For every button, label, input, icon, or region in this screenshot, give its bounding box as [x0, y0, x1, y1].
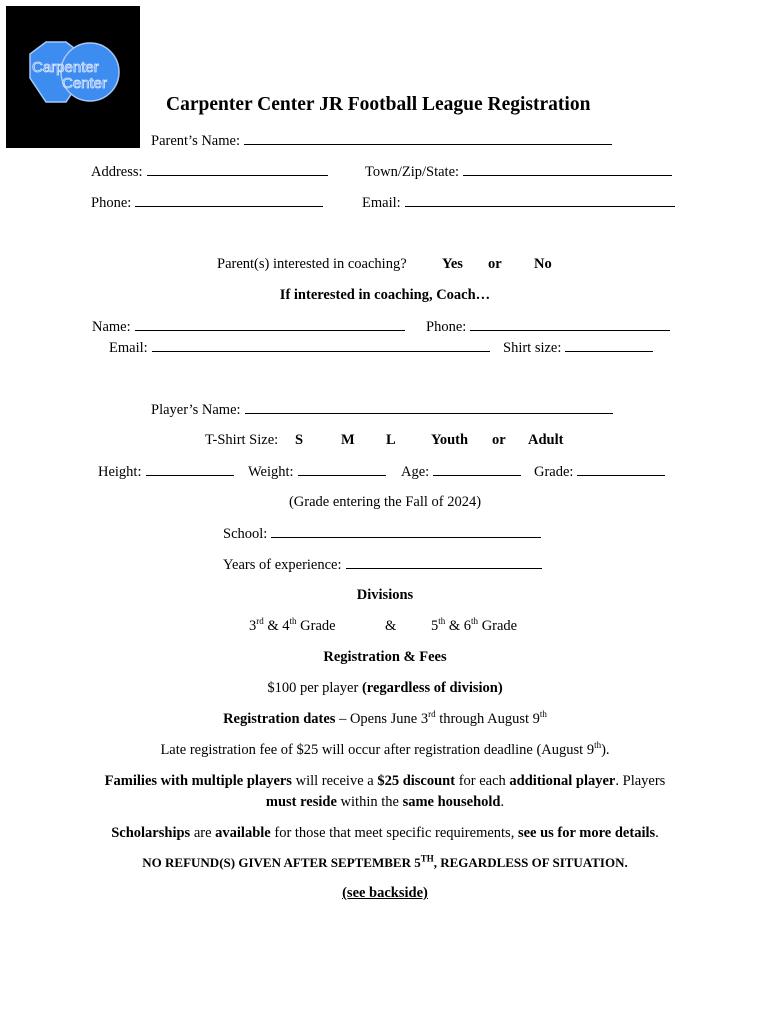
- parent-email-field[interactable]: [405, 194, 675, 207]
- grade-label: Grade:: [534, 464, 574, 480]
- experience-field[interactable]: [346, 556, 542, 569]
- parent-phone-field[interactable]: [135, 194, 323, 207]
- parent-email-row: [362, 194, 675, 212]
- town-row: [365, 163, 672, 181]
- town-label: Town/Zip/State:: [365, 164, 460, 180]
- division-3-4: [249, 618, 336, 635]
- family-text: within the: [336, 794, 403, 810]
- coach-shirt-field[interactable]: [565, 339, 653, 352]
- coaching-yes-option[interactable]: Yes: [442, 256, 463, 272]
- superscript: th: [471, 616, 479, 627]
- experience-row: [223, 556, 542, 574]
- size-option-s[interactable]: S: [295, 432, 304, 448]
- division-text: & 4: [263, 618, 290, 634]
- coaching-no-option[interactable]: No: [534, 256, 552, 272]
- superscript: TH: [420, 853, 434, 864]
- coach-name-label: Name:: [92, 319, 131, 335]
- superscript: rd: [256, 616, 264, 627]
- scholarships-line: [0, 825, 770, 842]
- coach-name-field[interactable]: [135, 318, 405, 331]
- grade-row: [534, 463, 665, 481]
- division-text: Grade: [478, 618, 518, 634]
- family-text: . Players: [615, 773, 666, 789]
- late-fee-text: ).: [601, 742, 610, 758]
- weight-field[interactable]: [298, 463, 386, 476]
- address-label: Address:: [91, 164, 143, 180]
- tshirt-label: T-Shirt Size:: [205, 432, 279, 448]
- page-title: Carpenter Center JR Football League Registration: [166, 94, 591, 115]
- address-row: [91, 163, 328, 181]
- experience-label: Years of experience:: [223, 557, 342, 573]
- family-text: for each: [455, 773, 510, 789]
- player-name-row: [151, 401, 613, 419]
- parent-name-label: Parent’s Name:: [151, 133, 240, 149]
- parent-phone-row: [91, 194, 323, 212]
- parent-phone-label: Phone:: [91, 195, 132, 211]
- family-text: additional player: [509, 773, 616, 789]
- family-text: .: [500, 794, 505, 810]
- school-field[interactable]: [271, 525, 541, 538]
- school-label: School:: [223, 526, 268, 542]
- height-row: [98, 463, 234, 481]
- refund-text: , REGARDLESS OF SITUATION.: [433, 855, 628, 870]
- division-text: & 6: [445, 618, 472, 634]
- coaching-question: Parent(s) interested in coaching?: [217, 256, 407, 272]
- coaching-heading: If interested in coaching, Coach…: [279, 287, 491, 303]
- parent-name-field[interactable]: [244, 132, 612, 145]
- logo: [6, 6, 140, 148]
- coach-email-row: [109, 339, 490, 357]
- coach-shirt-label: Shirt size:: [503, 340, 562, 356]
- scholarship-text: are: [190, 825, 216, 841]
- age-row: [401, 463, 521, 481]
- logo-text-line2: Center: [62, 75, 108, 92]
- coach-phone-row: [426, 318, 670, 336]
- grade-field[interactable]: [577, 463, 665, 476]
- family-discount-line1: [0, 773, 770, 790]
- player-name-label: Player’s Name:: [151, 402, 241, 418]
- address-field[interactable]: [147, 163, 328, 176]
- scholarship-text: available: [215, 825, 271, 841]
- coach-phone-label: Phone:: [426, 319, 467, 335]
- superscript: th: [289, 616, 297, 627]
- coach-email-field[interactable]: [152, 339, 490, 352]
- weight-row: [248, 463, 386, 481]
- scholarship-text: Scholarships: [111, 825, 191, 841]
- late-fee-line: [0, 742, 770, 759]
- family-text: must reside: [265, 794, 337, 810]
- price-note: (regardless of division): [361, 680, 503, 696]
- registration-dates: [0, 711, 770, 728]
- size-option-m[interactable]: M: [341, 432, 355, 448]
- dates-label: Registration dates: [223, 711, 336, 727]
- see-backside-note: (see backside): [342, 885, 428, 901]
- superscript: rd: [428, 709, 436, 720]
- coach-name-row: [92, 318, 405, 336]
- family-text: same household: [402, 794, 501, 810]
- coaching-question-row: [217, 256, 407, 273]
- size-or: or: [492, 432, 506, 448]
- coaching-or: or: [488, 256, 502, 272]
- scholarship-text: .: [655, 825, 659, 841]
- player-name-field[interactable]: [245, 401, 613, 414]
- size-option-adult[interactable]: Adult: [528, 432, 564, 448]
- scholarship-text: see us for more details: [517, 825, 656, 841]
- size-option-youth[interactable]: Youth: [431, 432, 469, 448]
- division-5-6: [431, 618, 517, 635]
- late-fee-text: Late registration fee of $25 will occur after registration deadline (August 9: [160, 742, 595, 758]
- height-field[interactable]: [146, 463, 234, 476]
- logo-graphic: [6, 6, 140, 148]
- parent-email-label: Email:: [362, 195, 401, 211]
- grade-note: (Grade entering the Fall of 2024): [288, 494, 482, 510]
- price-line: [0, 680, 770, 697]
- superscript: th: [594, 740, 602, 751]
- division-ampersand: &: [385, 618, 397, 634]
- superscript: th: [539, 709, 547, 720]
- dates-text: – Opens June 3: [335, 711, 429, 727]
- dates-text: through August 9: [435, 711, 540, 727]
- superscript: th: [438, 616, 446, 627]
- division-text: 3: [249, 618, 257, 634]
- age-field[interactable]: [433, 463, 521, 476]
- school-row: [223, 525, 541, 543]
- coach-email-label: Email:: [109, 340, 148, 356]
- family-text: will receive a: [291, 773, 378, 789]
- division-text: 5: [431, 618, 439, 634]
- division-text: Grade: [296, 618, 336, 634]
- age-label: Age:: [401, 464, 430, 480]
- fees-heading: Registration & Fees: [323, 649, 447, 665]
- price-text: $100 per player: [267, 680, 362, 696]
- coach-shirt-row: [503, 339, 653, 357]
- size-option-l[interactable]: L: [386, 432, 396, 448]
- height-label: Height:: [98, 464, 142, 480]
- refund-notice: [0, 855, 770, 871]
- refund-text: NO REFUND(S) GIVEN AFTER SEPTEMBER 5: [142, 855, 421, 870]
- family-discount-line2: [0, 794, 770, 811]
- scholarship-text: for those that meet specific requirements,: [270, 825, 518, 841]
- logo-text-line1: Carpenter: [32, 59, 99, 76]
- coach-phone-field[interactable]: [470, 318, 670, 331]
- town-field[interactable]: [463, 163, 672, 176]
- family-text: Families with multiple players: [104, 773, 292, 789]
- weight-label: Weight:: [248, 464, 294, 480]
- family-text: $25 discount: [377, 773, 456, 789]
- divisions-heading: Divisions: [356, 587, 414, 603]
- parent-name-row: [151, 132, 612, 150]
